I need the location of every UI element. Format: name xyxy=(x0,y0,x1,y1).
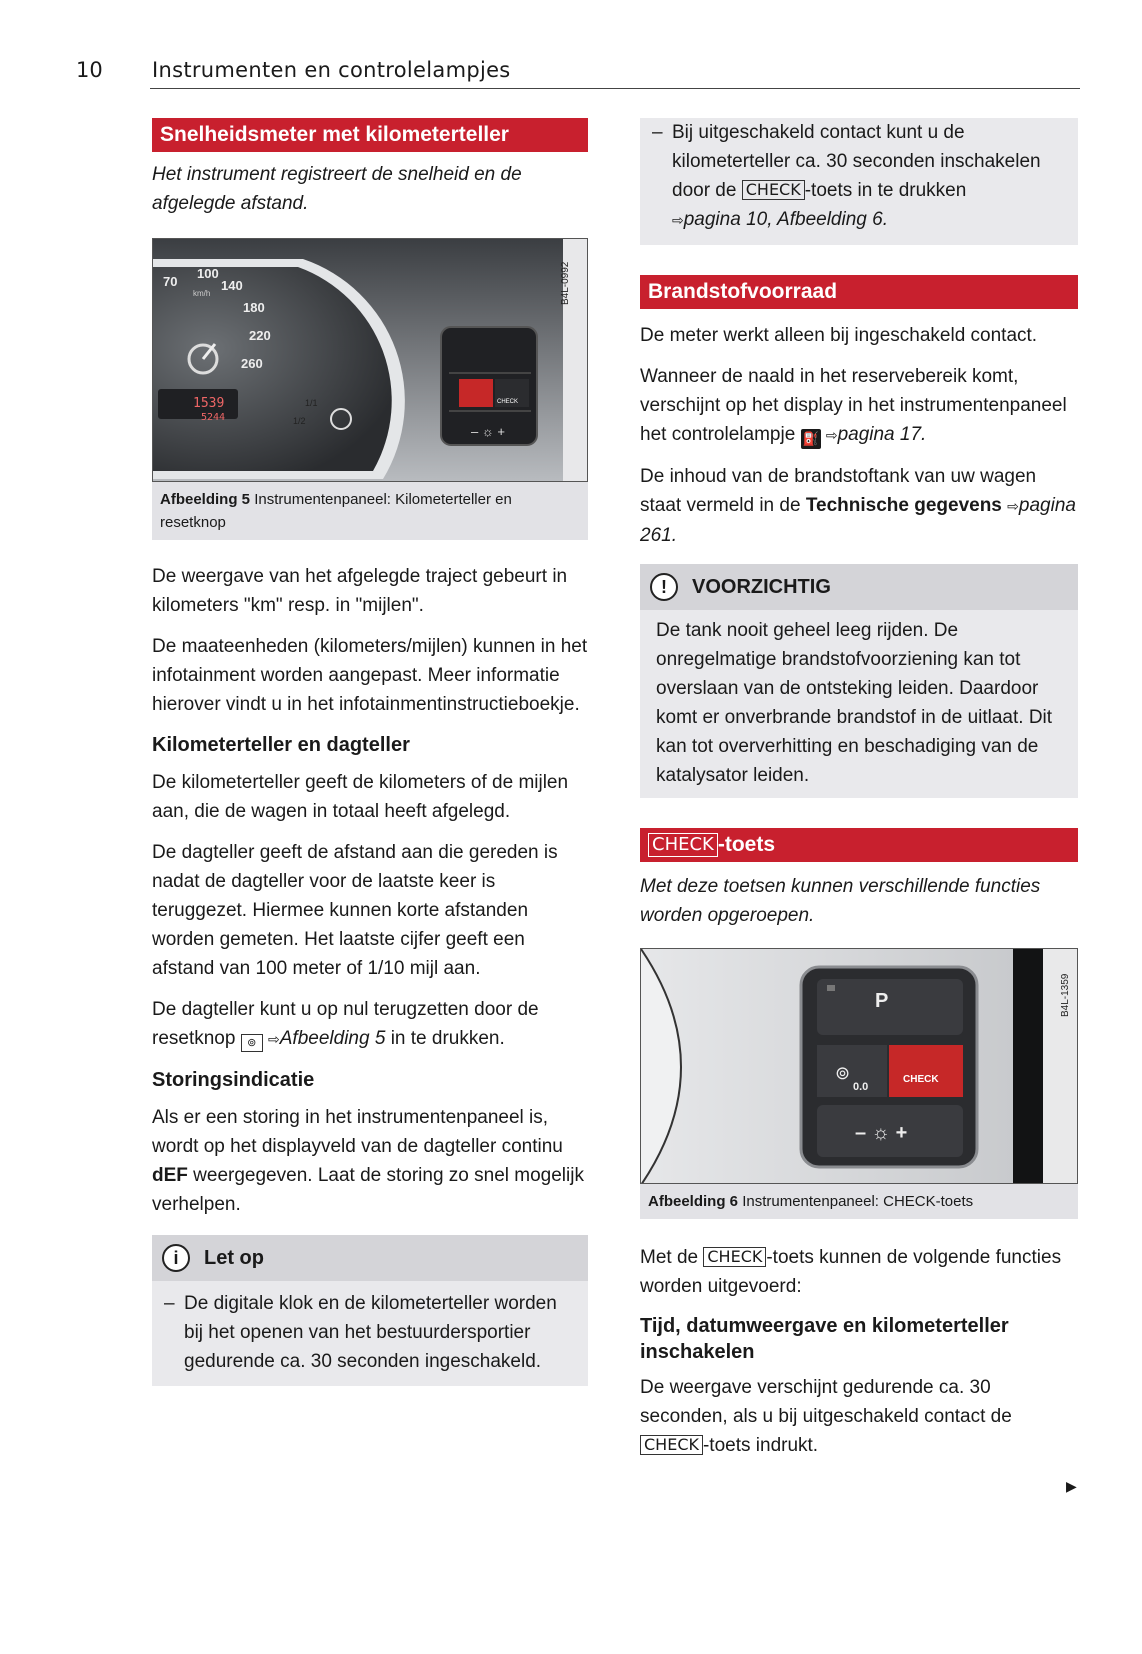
note-box-continued: – Bij uitgeschakeld contact kunt u de kilometerteller ca. 30 seconden inschakelen door de CHECK -toets in te drukken ⇨pagina 10, Afbeelding 6. xyxy=(640,118,1078,245)
speedometer-intro: Het instrument registreert de snelheid en de afgelegde afstand. xyxy=(152,164,522,214)
info-icon: i xyxy=(162,1244,190,1272)
warning-title: VOORZICHTIG xyxy=(692,575,831,598)
figure-5-caption-text: Instrumentenpaneel: Kilometerteller en resetknop xyxy=(160,491,512,531)
paragraph-kilometerteller: De kilometerteller geeft de kilometers of de mijlen aan, die de wagen in totaal heeft afgelegd. xyxy=(152,772,569,822)
trip-display: 5244 xyxy=(201,412,226,423)
figure-6-brightness-buttons: – ☼ + xyxy=(855,1122,908,1144)
speed-mark-180: 180 xyxy=(243,300,265,315)
fuel-warning-lamp-icon: ⛽ xyxy=(801,429,821,449)
left-column xyxy=(152,118,588,1386)
section-title-speedometer: Snelheidsmeter met kilometerteller xyxy=(152,118,588,152)
reference-arrow-icon: ⇨ xyxy=(268,1031,280,1047)
figure-5-caption-label: Afbeelding 5 xyxy=(160,491,251,508)
heading-tijd: Tijd, datumweergave en kilometerteller inschakelen xyxy=(640,1315,1009,1363)
paragraph-dagteller: De dagteller geeft de afstand aan die gereden is nadat de dagteller voor de laatste keer is teruggezet. Hiermee kunnen korte afstanden worden gemeten. Het laatste cijfer geeft een afstand van 100 meter of 1/10 mijl aan. xyxy=(152,842,558,979)
note-item: – De digitale klok en de kilometerteller worden bij het openen van het bestuurdersportier gedurende ca. 30 seconden ingeschakeld. xyxy=(164,1289,576,1376)
figure-6 xyxy=(640,948,1078,1184)
reference-arrow-icon: ⇨ xyxy=(825,427,838,443)
reference-pagina-17[interactable]: pagina 17. xyxy=(837,424,927,445)
fuel-mark-half: 1/2 xyxy=(293,416,306,426)
check-paragraph-2: De weergave verschijnt gedurende ca. 30 seconden, als u bij uitgeschakeld contact de CHECK -toets indrukt. xyxy=(640,1377,1012,1456)
figure-6-check-button: CHECK xyxy=(903,1074,939,1085)
note-box xyxy=(152,1235,588,1386)
warning-box xyxy=(640,564,1078,798)
check-key-label: CHECK xyxy=(640,1435,703,1455)
speed-unit: km/h xyxy=(193,289,211,298)
figure-6-caption-label: Afbeelding 6 xyxy=(648,1193,739,1210)
figure-6-caption xyxy=(640,1184,1078,1219)
speed-mark-220: 220 xyxy=(249,328,271,343)
fuel-paragraph-1: De meter werkt alleen bij ingeschakeld contact. xyxy=(640,325,1038,346)
figure-5 xyxy=(152,238,588,482)
figure-5-caption xyxy=(152,482,588,540)
figure-5-code: B4L-0992 xyxy=(560,261,571,305)
speed-mark-70: 70 xyxy=(163,274,178,289)
figure-6-caption-text: Instrumentenpaneel: CHECK-toets xyxy=(742,1193,974,1210)
page-header-title: Instrumenten en controlelampjes xyxy=(152,58,511,82)
heading-kilometerteller: Kilometerteller en dagteller xyxy=(152,734,410,756)
paragraph-infotainment: De maateenheden (kilometers/mijlen) kunnen in het infotainment worden aangepast. Meer informatie hierover vindt u in het infotainmentinstructieboekje. xyxy=(152,636,588,715)
header-divider xyxy=(150,88,1080,89)
reset-button-icon: ⊚ xyxy=(241,1034,263,1052)
check-key-label: CHECK xyxy=(703,1247,766,1267)
section-title-check: CHECK -toets xyxy=(640,828,1078,862)
right-column xyxy=(640,118,1078,1472)
speed-mark-140: 140 xyxy=(221,278,243,293)
page-number: 10 xyxy=(76,58,103,82)
check-key-label: CHECK xyxy=(648,833,718,857)
note-continued-text: Bij uitgeschakeld contact kunt u de kilometerteller ca. 30 seconden inschakelen door de xyxy=(672,122,1041,201)
park-assist-button-label: P xyxy=(875,990,889,1012)
heading-storingsindicatie: Storingsindicatie xyxy=(152,1069,315,1091)
reference-pagina-261[interactable]: pagina 261. xyxy=(640,495,1076,546)
paragraph-units: De weergave van het afgelegde traject gebeurt in kilometers "km" resp. in "mijlen". xyxy=(152,566,568,616)
reference-arrow-icon: ⇨ xyxy=(672,212,684,228)
reference-afbeelding-5[interactable]: Afbeelding 5 xyxy=(279,1028,386,1049)
figure-6-illustration xyxy=(641,949,1078,1184)
trip-reset-icon: ⊚ xyxy=(835,1063,851,1083)
trip-reset-label: 0.0 xyxy=(853,1081,869,1093)
paragraph-reset: De dagteller kunt u op nul terugzetten door de resetknop ⊚ ⇨Afbeelding 5 in te drukken. xyxy=(152,995,588,1054)
warning-text: De tank nooit geheel leeg rijden. De onregelmatige brandstofvoorziening kan tot overslaan van de ontsteking leiden. Daardoor komt er onverbrande brandstof in de uitlaat. Dit kan tot oververhitting en beschadiging van de katalysator leiden. xyxy=(656,620,1053,786)
fuel-paragraph-3: De inhoud van de brandstoftank van uw wagen staat vermeld in de Technische gegevens ⇨pagina 261. xyxy=(640,466,1076,546)
check-key-label: CHECK xyxy=(742,180,805,200)
figure-6-code: B4L-1359 xyxy=(1060,973,1071,1017)
reference-arrow-icon: ⇨ xyxy=(1007,498,1019,514)
check-intro: Met deze toetsen kunnen verschillende functies worden opgeroepen. xyxy=(640,876,1041,926)
section-title-fuel: Brandstofvoorraad xyxy=(640,275,1078,309)
speed-mark-260: 260 xyxy=(241,356,263,371)
note-title: Let op xyxy=(204,1246,264,1269)
reference-pagina-10[interactable]: pagina 10, Afbeelding 6. xyxy=(683,209,888,230)
fuel-paragraph-2: Wanneer de naald in het reservebereik komt, verschijnt op het display in het instrumentenpaneel het controlelampje ⛽ ⇨pagina 17. xyxy=(640,362,1078,450)
continue-arrow-icon: ▶ xyxy=(1066,1478,1077,1494)
odometer-display: 1539 xyxy=(193,396,225,411)
figure-5-brightness-buttons: – ☼ + xyxy=(471,424,505,439)
fuel-mark-full: 1/1 xyxy=(305,398,318,408)
speed-mark-100: 100 xyxy=(197,266,219,281)
caution-icon: ! xyxy=(650,573,678,601)
paragraph-storing: Als er een storing in het instrumentenpaneel is, wordt op het displayveld van de dagteller continu dEF weergegeven. Laat de storing zo snel mogelijk verhelpen. xyxy=(152,1107,584,1215)
figure-5-check-button: CHECK xyxy=(497,399,519,405)
check-paragraph-1: Met de CHECK -toets kunnen de volgende functies worden uitgevoerd: xyxy=(640,1247,1062,1297)
